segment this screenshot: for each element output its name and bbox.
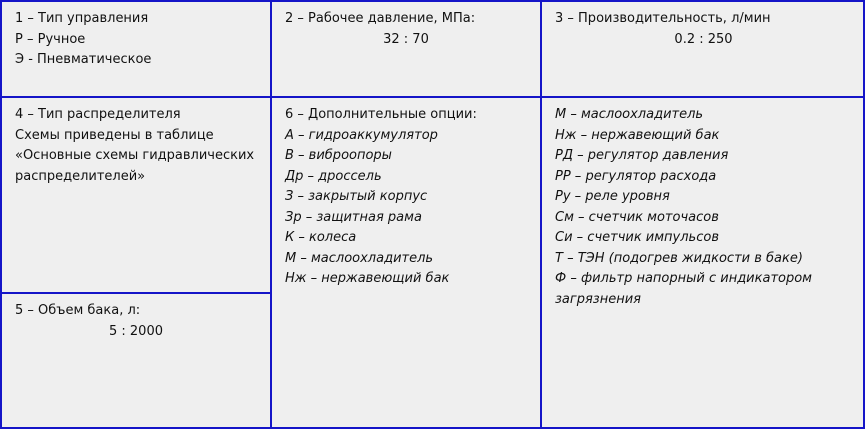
distributor-type-cell <box>2 98 270 292</box>
options-cell <box>272 98 540 429</box>
pressure-title: 2 – Рабочее давление, МПа: <box>285 11 476 26</box>
option-item: Др – дроссель <box>285 168 382 184</box>
option-item: Нж – нержавеющий бак <box>285 271 450 286</box>
capacity-value: 0.2 : 250 <box>674 31 733 47</box>
option-item: РД – регулятор давления <box>555 148 729 163</box>
control-type-cell <box>2 2 270 96</box>
tank-volume-value: 5 : 2000 <box>109 323 163 339</box>
options-continued-cell <box>542 98 865 429</box>
option-item: загрязнения <box>555 291 641 307</box>
option-item: РР – регулятор расхода <box>555 168 717 184</box>
tank-volume-cell <box>2 294 270 429</box>
capacity-title: 3 – Производительность, л/мин <box>555 11 771 26</box>
distributor-type-text: «Основные схемы гидравлических <box>15 148 255 163</box>
option-item: Т – ТЭН (подогрев жидкости в баке) <box>555 250 803 266</box>
capacity-cell <box>542 2 865 96</box>
distributor-type-text: Схемы приведены в таблице <box>15 127 214 143</box>
pressure-cell <box>272 2 540 96</box>
option-item: Ф – фильтр напорный с индикатором <box>555 271 812 286</box>
option-item: М – маслоохладитель <box>285 250 434 266</box>
control-type-option: Э - Пневматическое <box>15 52 152 67</box>
distributor-type-text: распределителей» <box>15 168 146 184</box>
option-item: М – маслоохладитель <box>555 107 704 122</box>
option-item: Ру – реле уровня <box>555 189 670 204</box>
option-item: Нж – нержавеющий бак <box>555 127 720 143</box>
distributor-type-title: 4 – Тип распределителя <box>15 107 181 122</box>
option-item: Си – счетчик импульсов <box>555 230 719 245</box>
control-type-title: 1 – Тип управления <box>15 11 149 26</box>
option-item: Зр – защитная рама <box>285 209 422 225</box>
option-item: А – гидроаккумулятор <box>285 127 438 143</box>
tank-volume-title: 5 – Объем бака, л: <box>15 303 141 318</box>
pressure-value: 32 : 70 <box>383 31 429 47</box>
option-item: З – закрытый корпус <box>285 189 428 204</box>
option-item: В – виброопоры <box>285 148 392 163</box>
control-type-option: Р – Ручное <box>15 31 86 47</box>
option-item: См – счетчик моточасов <box>555 209 719 225</box>
option-item: К – колеса <box>285 230 357 245</box>
options-title: 6 – Дополнительные опции: <box>285 107 477 122</box>
